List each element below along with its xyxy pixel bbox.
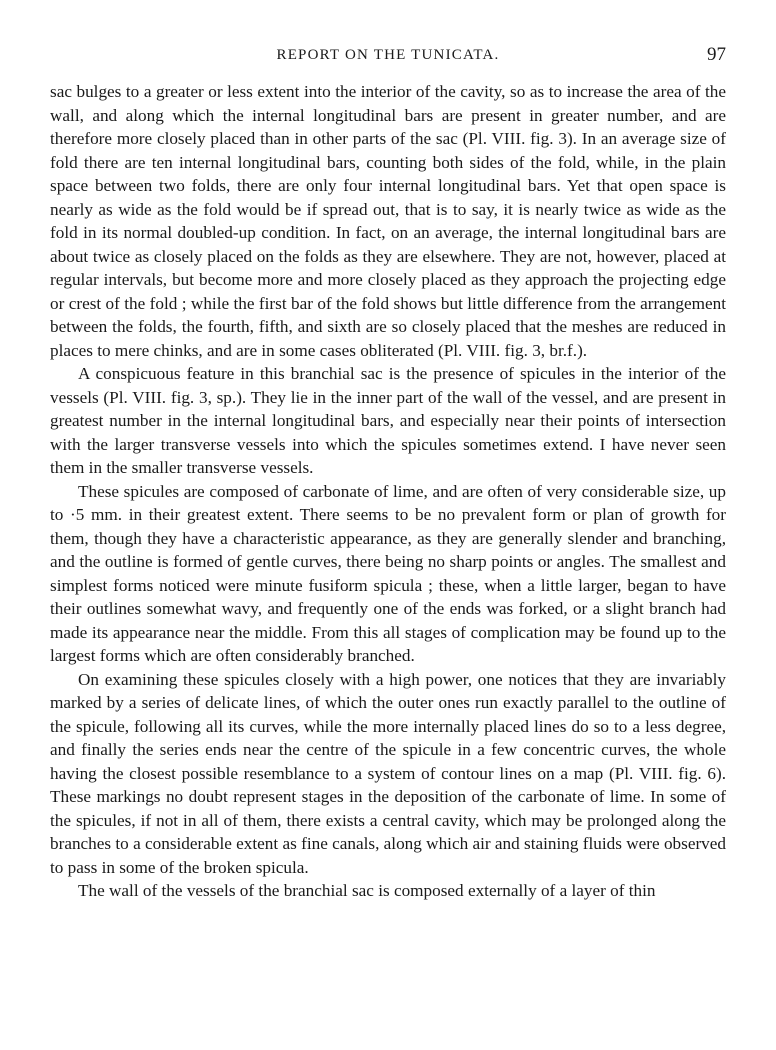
running-head [50, 40, 726, 70]
paragraph-spicule-composition: These spicules are composed of carbonate of lime, and are often of very considerable size, up to ·5 mm. in their greatest extent. There seems to be no prevalent form or plan of growth for them, though they have a characteristic appearance, as they are generally slender and branching, and the outline is formed of gentle curves, there being no sharp points or angles. The smallest and simplest forms noticed were minute fusiform spicula ; these, when a little larger, began to have their outlines somewhat wavy, and frequently one of the ends was forked, or a slight branch had made its appearance near the middle. From this all stages of complication may be found up to the largest forms which are often considerably branched. [50, 481, 726, 665]
body-text [50, 80, 726, 903]
paragraph-continuation: sac bulges to a greater or less extent into the interior of the cavity, so as to increase the area of the wall, and along which the internal longitudinal bars are present in greater number, and are therefore more closely placed than in other parts of the sac (Pl. VIII. fig. 3). In an average size of fold there are ten internal longitudinal bars, counting both sides of the fold, while, in the plain space between two folds, there are only four internal longitudinal bars. Yet that open space is nearly as wide as the fold would be if spread out, that is to say, it is nearly twice as wide as the fold in its normal doubled-up condition. In fact, on an average, the internal longitudinal bars are about twice as closely placed on the folds as they are elsewhere. They are not, however, placed at regular intervals, but become more and more closely placed as they approach the projecting edge or crest of the fold ; while the first bar of the fold shows but little difference from the arrangement between the folds, the fourth, fifth, and sixth are so closely placed that the meshes are reduced in places to mere chinks, and are in some cases obliterated (Pl. VIII. fig. 3, br.f.). [50, 82, 726, 360]
page-number: 97 [707, 44, 726, 65]
paragraph-spicule-markings: On examining these spicules closely with a high power, one notices that they are invariably marked by a series of delicate lines, of which the outer ones run exactly parallel to the outline of the spicule, following all its curves, while the more internally placed lines do so to a less degree, and finally the series ends near the centre of the spicule in a few concentric curves, the whole having the closest possible resemblance to a system of contour lines on a map (Pl. VIII. fig. 6). These markings no doubt represent stages in the deposition of the carbonate of lime. In some of the spicules, if not in all of them, there exists a central cavity, which may be prolonged along the branches to a considerable extent as fine canals, along which air and staining fluids were observed to pass in some of the broken spicula. [50, 669, 726, 877]
paragraph-spicules-intro: A conspicuous feature in this branchial sac is the presence of spicules in the interior of the vessels (Pl. VIII. fig. 3, sp.). They lie in the inner part of the wall of the vessel, and are present in greatest number in the internal longitudinal bars, and especially near their points of intersection with the larger transverse vessels into which the spicules sometimes extend. I have never seen them in the smaller transverse vessels. [50, 364, 726, 477]
page [50, 40, 726, 903]
paragraph-vessel-wall: The wall of the vessels of the branchial sac is composed externally of a layer of thin [78, 881, 656, 900]
running-title: REPORT ON THE TUNICATA. [276, 47, 500, 63]
